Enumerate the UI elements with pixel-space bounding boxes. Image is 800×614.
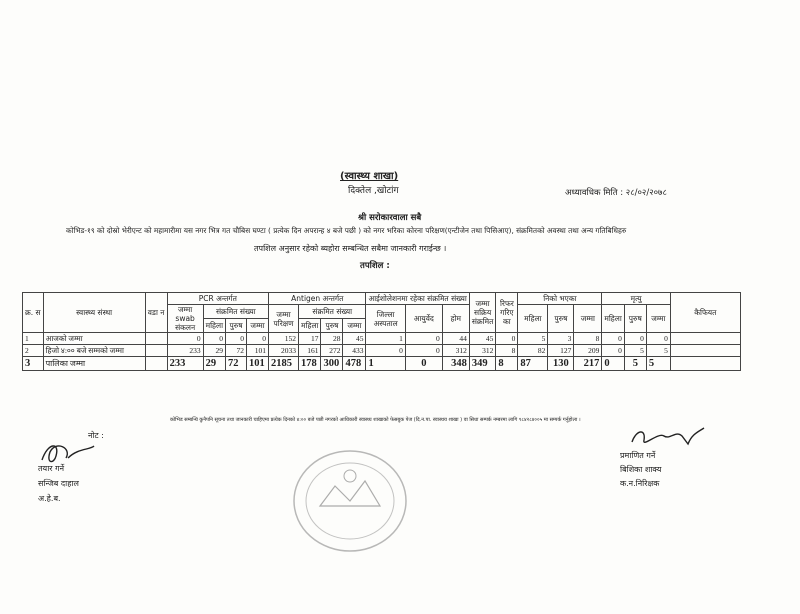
cell-iso-hospital: 1 <box>366 357 405 371</box>
office-place: दिक्तेल ,खोटांग <box>348 186 399 196</box>
cell-sn: 3 <box>23 357 44 371</box>
cell-remark <box>670 357 740 371</box>
intro-line-1: कोभिड-१९ को दोस्रो भेरीएन्ट को महामारीमा यस नगर भित्र गत चौबिस घण्टा ( प्रत्येक दिन अपरान्ह ४ बजे पछी ) को नगर भरिका कोरना परिक्षण(एन्टीजेन तथा पिसिआए), संक्रमितको अवस्था तथा अन्य गतिबिधिहरु <box>66 226 627 235</box>
table-row-total <box>23 357 741 371</box>
cell-remark <box>670 345 740 357</box>
header-pcr: PCR अन्तर्गत <box>167 293 268 305</box>
cell-ag-male: 300 <box>321 357 343 371</box>
cell-sn: 2 <box>23 345 44 357</box>
header-ag-female: महिला <box>299 319 321 333</box>
cell-death-total: 5 <box>646 345 670 357</box>
header-rec-female: महिला <box>518 305 548 333</box>
cell-sn: 1 <box>23 333 44 345</box>
header-ag-male: पुरुष <box>321 319 343 333</box>
cell-ag-tests: 152 <box>269 333 299 345</box>
addressee: श्री सरोकारवाला सबै <box>358 213 422 223</box>
cell-rec-male: 130 <box>548 357 574 371</box>
cell-pcr-male: 72 <box>226 345 247 357</box>
header-active-total: जम्मा सक्रिय संक्रमित <box>469 293 496 333</box>
office-title: (स्वास्थ्य शाखा) <box>340 171 399 182</box>
cell-iso-home: 348 <box>442 357 469 371</box>
cell-ag-total: 478 <box>343 357 366 371</box>
cell-pcr-male: 0 <box>226 333 247 345</box>
header-death-female: महिला <box>602 305 624 333</box>
cell-death-female: 0 <box>602 345 624 357</box>
cell-pcr-total: 0 <box>247 333 269 345</box>
cell-ag-tests: 2185 <box>269 357 299 371</box>
cell-iso-ayurveda: 0 <box>405 345 442 357</box>
cell-rec-male: 127 <box>548 345 574 357</box>
cell-rec-total: 217 <box>574 357 602 371</box>
header-death-total: जम्मा <box>646 305 670 333</box>
header-rec-male: पुरुष <box>548 305 574 333</box>
cell-active: 312 <box>469 345 496 357</box>
covid-status-table <box>22 292 741 371</box>
header-pcr-infected: संक्रमित संख्या <box>203 305 268 319</box>
cell-iso-ayurveda: 0 <box>405 357 442 371</box>
header-sn: क्र. स <box>23 293 44 333</box>
cell-rec-total: 8 <box>574 333 602 345</box>
certified-by-name: बिशिका शाक्य <box>620 465 662 474</box>
cell-rec-total: 209 <box>574 345 602 357</box>
table-row <box>23 345 741 357</box>
cell-name: आजको जम्मा <box>43 333 145 345</box>
prepared-by-label: तयार गर्ने <box>38 464 65 473</box>
cell-referred: 0 <box>496 333 518 345</box>
cell-pcr-male: 72 <box>226 357 247 371</box>
cell-name: हिजो ४:०० बजे सम्मको जम्मा <box>43 345 145 357</box>
prepared-by-name: सन्जिब दाहाल <box>38 479 79 488</box>
cell-name: पालिका जम्मा <box>43 357 145 371</box>
cell-ward <box>145 357 167 371</box>
section-label: तपशिल : <box>360 261 390 271</box>
header-pcr-total: जम्मा <box>247 319 269 333</box>
header-referred: रिफर गरिए का <box>496 293 518 333</box>
cell-death-male: 0 <box>624 333 646 345</box>
header-isolation: आईशोलेशनमा रहेका संक्रमित संख्या <box>366 293 469 305</box>
note-text: कोभिड सम्बन्धि कुनैपनि सूचना तथा जानकारी चाहिएमा प्रत्येक दिनको ४:०० बजे पछी नगरको आधिकारी स्वास्थ्य शाखाको फेसबुक पेज (दि.न.पा. स्वास्थय शाखा ) वा सिधा सम्पर्क नम्बरमा लागि ९८४२८४००५ मा सम्पर्क गर्नुहोला । <box>170 417 581 423</box>
cell-ag-male: 272 <box>321 345 343 357</box>
header-ayurveda: आयुर्वेद <box>405 305 442 333</box>
cell-pcr-total: 101 <box>247 345 269 357</box>
cell-ward <box>145 333 167 345</box>
header-deaths: मृत्यु <box>602 293 670 305</box>
cell-iso-hospital: 1 <box>366 333 405 345</box>
header-death-male: पुरुष <box>624 305 646 333</box>
prepared-by-title: अ.हे.ब. <box>38 494 61 503</box>
cell-ag-female: 17 <box>299 333 321 345</box>
header-district-hospital: जिल्ला अस्पताल <box>366 305 405 333</box>
cell-active: 45 <box>469 333 496 345</box>
certified-by-title: क.न.निरिक्षक <box>620 479 660 488</box>
update-date: अध्यावधिक मिति : २८/०२/२०७८ <box>565 188 667 198</box>
header-pcr-male: पुरुष <box>226 319 247 333</box>
table-row <box>23 333 741 345</box>
intro-line-2: तपशिल अनुसार रहेको ब्यहोरा सम्बन्धित सबैमा जानकारी गराईन्छ । <box>254 244 447 253</box>
cell-pcr-female: 29 <box>203 357 225 371</box>
note-label: नोट : <box>88 431 104 440</box>
header-antigen-tests: जम्मा परिक्षण <box>269 305 299 333</box>
cell-pcr-female: 29 <box>203 345 225 357</box>
cell-death-male: 5 <box>624 357 646 371</box>
office-stamp <box>290 446 410 556</box>
cell-ag-total: 433 <box>343 345 366 357</box>
cell-pcr-female: 0 <box>203 333 225 345</box>
header-pcr-swab: जम्मा swab संकलन <box>167 305 203 333</box>
header-row-1 <box>23 293 741 305</box>
certified-by-label: प्रमाणित गर्ने <box>620 451 656 460</box>
cell-ag-tests: 2033 <box>269 345 299 357</box>
cell-death-female: 0 <box>602 357 624 371</box>
cell-ag-female: 178 <box>299 357 321 371</box>
header-ward: वडा न <box>145 293 167 333</box>
cell-active: 349 <box>469 357 496 371</box>
cell-rec-male: 3 <box>548 333 574 345</box>
cell-iso-home: 44 <box>442 333 469 345</box>
header-antigen-infected: संक्रमित संख्या <box>299 305 366 319</box>
header-ag-total: जम्मा <box>343 319 366 333</box>
cell-death-total: 0 <box>646 333 670 345</box>
cell-death-female: 0 <box>602 333 624 345</box>
cell-remark <box>670 333 740 345</box>
cell-iso-ayurveda: 0 <box>405 333 442 345</box>
cell-death-total: 5 <box>646 357 670 371</box>
cell-rec-female: 82 <box>518 345 548 357</box>
cell-swab: 233 <box>167 345 203 357</box>
header-home: होम <box>442 305 469 333</box>
cell-ag-total: 45 <box>343 333 366 345</box>
header-recovered: निको भएका <box>518 293 602 305</box>
cell-ward <box>145 345 167 357</box>
header-institution: स्वास्थ्य संस्था <box>43 293 145 333</box>
cell-ag-male: 28 <box>321 333 343 345</box>
header-rec-total: जम्मा <box>574 305 602 333</box>
cell-iso-hospital: 0 <box>366 345 405 357</box>
header-pcr-female: महिला <box>203 319 225 333</box>
cell-rec-female: 87 <box>518 357 548 371</box>
cell-swab: 233 <box>167 357 203 371</box>
header-remarks: कैफियत <box>670 293 740 333</box>
cell-rec-female: 5 <box>518 333 548 345</box>
cell-referred: 8 <box>496 357 518 371</box>
cell-ag-female: 161 <box>299 345 321 357</box>
cell-iso-home: 312 <box>442 345 469 357</box>
cell-referred: 8 <box>496 345 518 357</box>
cell-swab: 0 <box>167 333 203 345</box>
header-antigen: Antigen अन्तर्गत <box>269 293 366 305</box>
cell-pcr-total: 101 <box>247 357 269 371</box>
cell-death-male: 5 <box>624 345 646 357</box>
